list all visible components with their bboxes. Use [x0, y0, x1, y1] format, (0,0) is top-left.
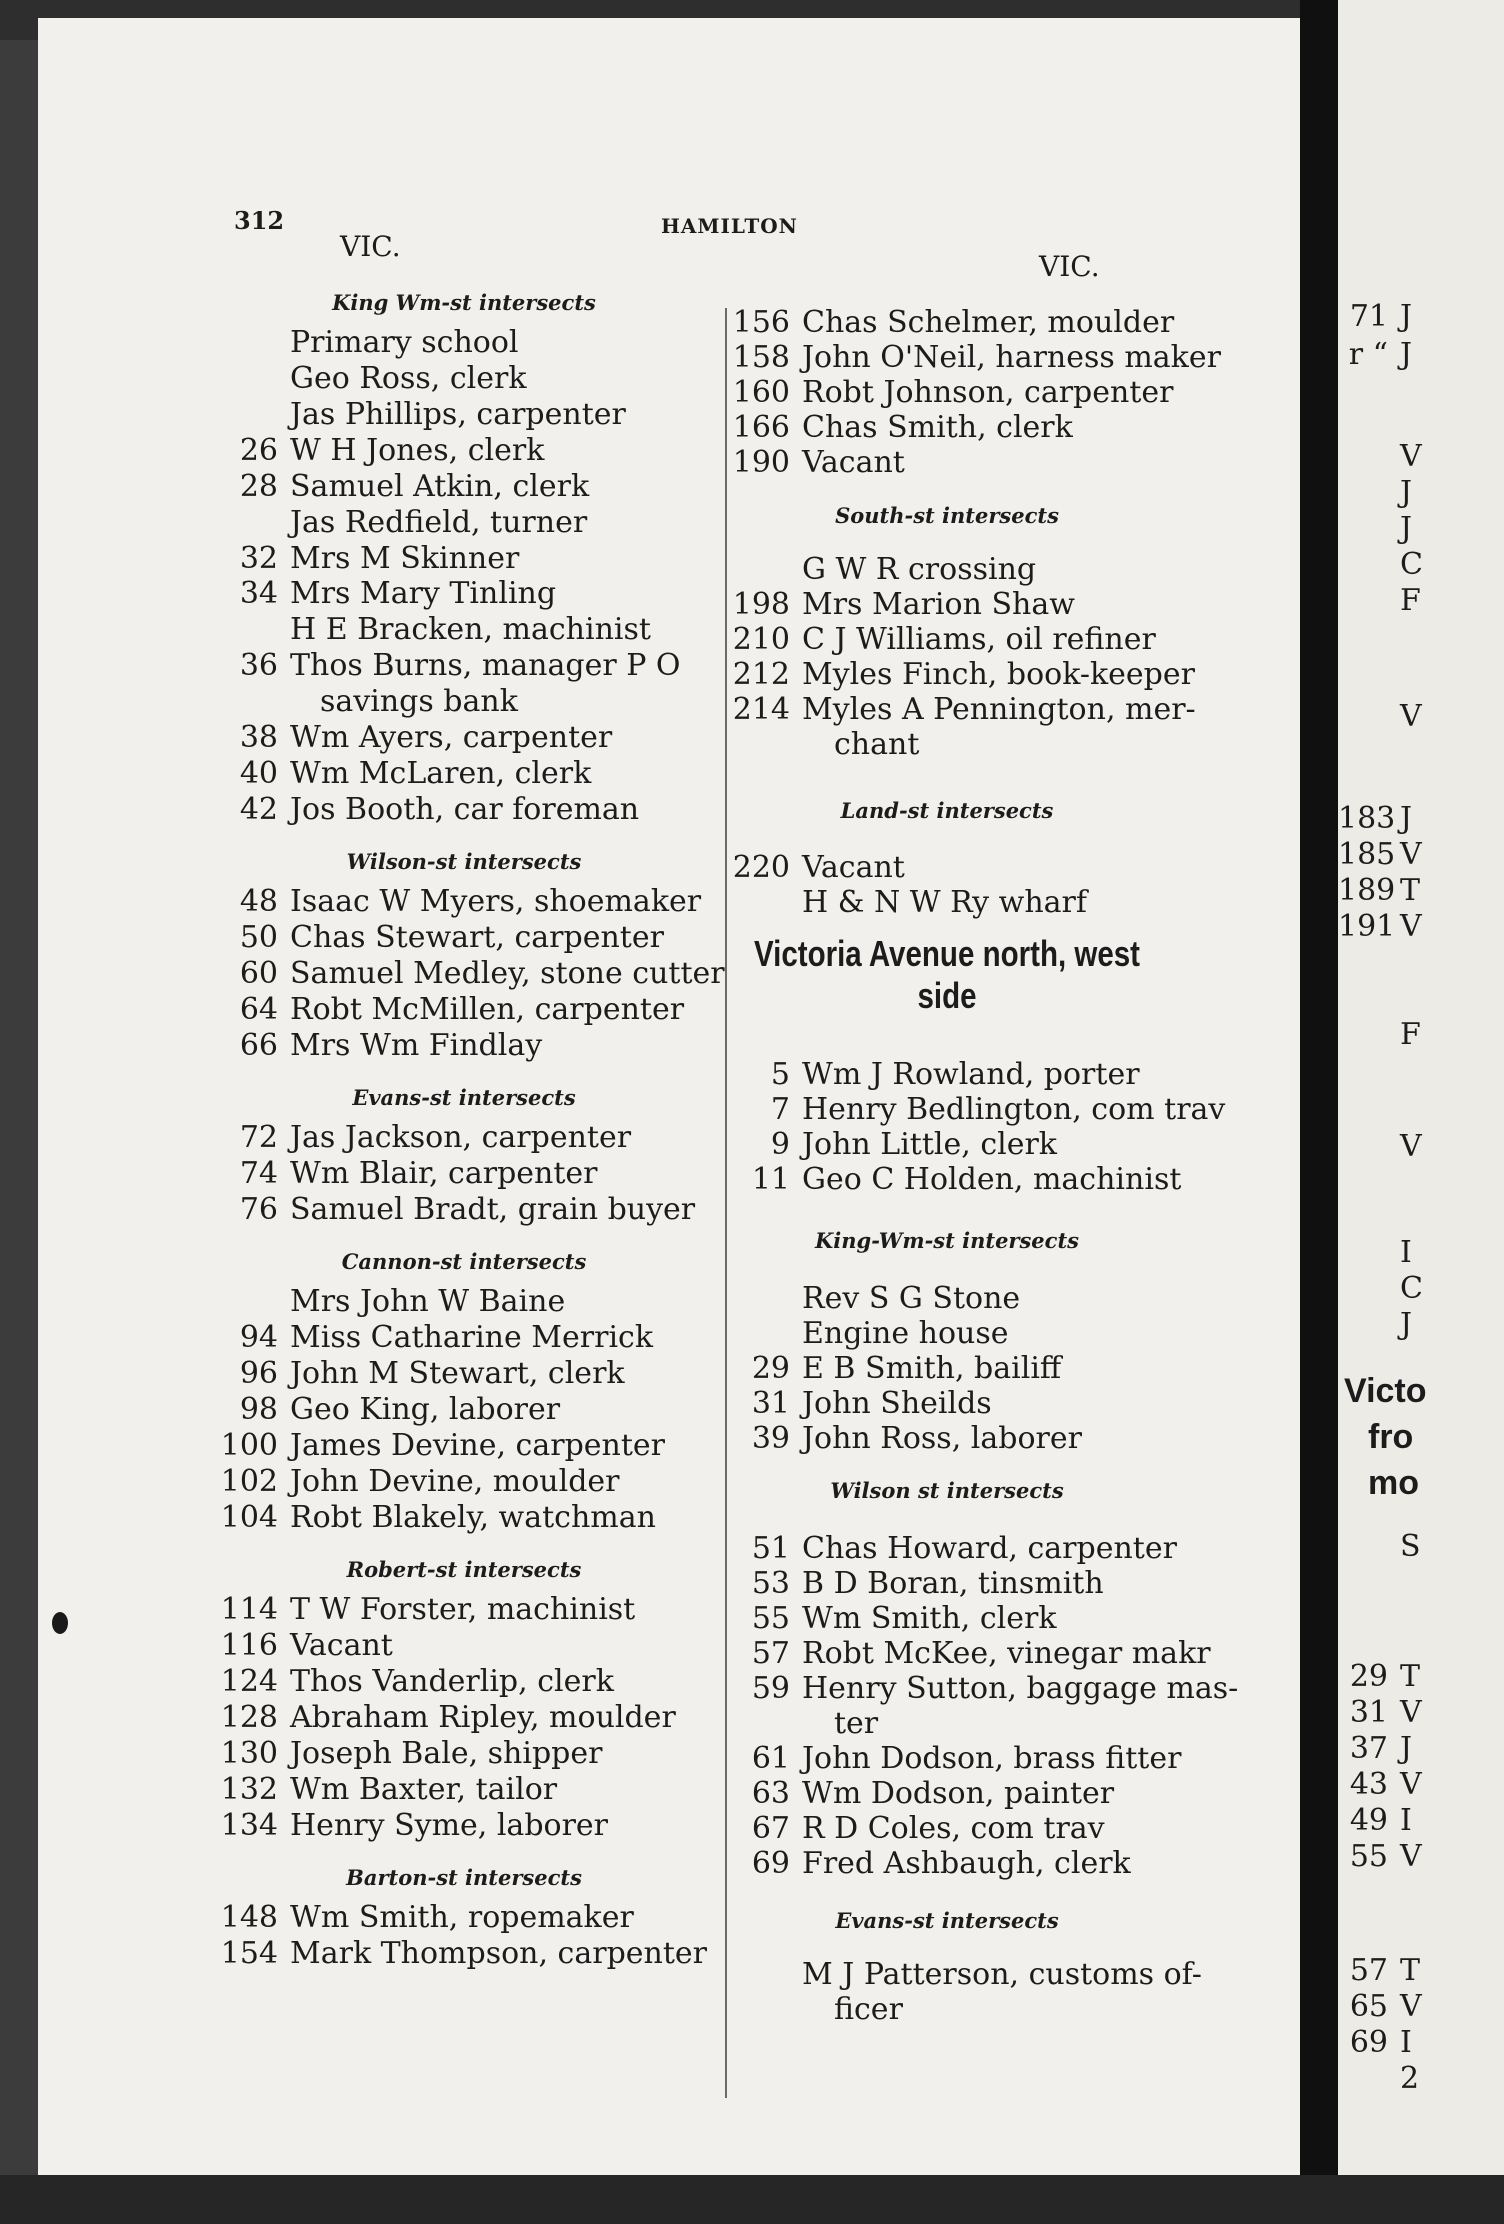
intersects-caption: Evans-st intersects [835, 1908, 1059, 1933]
facing-page-heading-fragment: fro [1368, 1418, 1414, 1456]
resident-name: Wm Blair, carpenter [290, 1156, 598, 1191]
house-number: 71 [1349, 299, 1388, 334]
resident-name: Rev S G Stone [802, 1281, 1021, 1316]
resident-name: Jas Jackson, carpenter [290, 1120, 632, 1155]
house-number: 53 [751, 1566, 790, 1601]
house-number: 42 [239, 792, 278, 827]
resident-name-fragment: V [1400, 837, 1422, 872]
resident-name: Wm Smith, ropemaker [290, 1900, 634, 1935]
house-number: 11 [751, 1162, 790, 1197]
house-number: r “ [1348, 337, 1388, 372]
resident-name: chant [834, 727, 920, 762]
resident-name: Joseph Bale, shipper [290, 1736, 603, 1771]
house-number: 48 [239, 884, 278, 919]
resident-name-fragment: S [1400, 1529, 1421, 1564]
house-number: 55 [1349, 1839, 1388, 1874]
house-number: 154 [220, 1936, 278, 1971]
house-number: 7 [770, 1092, 790, 1127]
resident-name: R D Coles, com trav [802, 1811, 1105, 1846]
house-number: 191 [1338, 909, 1396, 944]
resident-name: Samuel Bradt, grain buyer [290, 1192, 696, 1227]
house-number: 40 [239, 756, 278, 791]
page-number: 312 [234, 206, 285, 235]
resident-name-fragment: J [1400, 1731, 1413, 1766]
house-number: 64 [239, 992, 278, 1027]
intersects-caption: Wilson st intersects [830, 1478, 1064, 1503]
house-number: 166 [732, 410, 790, 445]
house-number: 60 [239, 956, 278, 991]
house-number: 32 [239, 541, 278, 576]
resident-name: John Little, clerk [802, 1127, 1057, 1162]
house-number: 114 [220, 1592, 278, 1627]
resident-name-fragment: V [1400, 1767, 1422, 1802]
resident-name: Henry Syme, laborer [290, 1808, 609, 1843]
left-street-label: VIC. [340, 230, 401, 263]
house-number: 210 [732, 622, 790, 657]
resident-name: W H Jones, clerk [290, 433, 545, 468]
house-number: 39 [751, 1421, 790, 1456]
house-number: 100 [220, 1428, 278, 1463]
house-number: 34 [239, 576, 278, 611]
house-number: 69 [751, 1846, 790, 1881]
resident-name-fragment: F [1400, 1017, 1421, 1052]
house-number: 132 [220, 1772, 278, 1807]
intersects-caption: Wilson-st intersects [346, 849, 582, 874]
resident-name: Henry Bedlington, com trav [802, 1092, 1226, 1127]
resident-name: Geo C Holden, machinist [802, 1162, 1182, 1197]
resident-name-fragment: 2 [1400, 2061, 1420, 2096]
resident-name: Wm Ayers, carpenter [290, 720, 613, 755]
house-number: 69 [1349, 2025, 1388, 2060]
intersects-caption: Robert-st intersects [346, 1557, 582, 1582]
resident-name: ficer [834, 1992, 903, 2027]
resident-name-fragment: V [1400, 699, 1422, 734]
resident-name: Wm Baxter, tailor [290, 1772, 558, 1807]
resident-name: Myles Finch, book-keeper [802, 657, 1195, 692]
resident-name: Myles A Pennington, mer- [802, 692, 1196, 727]
resident-name: Thos Vanderlip, clerk [290, 1664, 614, 1699]
house-number: 102 [220, 1464, 278, 1499]
resident-name: Chas Smith, clerk [802, 410, 1073, 445]
right-street-label: VIC. [1039, 250, 1100, 283]
resident-name-fragment: C [1400, 547, 1423, 582]
resident-name: John O'Neil, harness maker [802, 340, 1221, 375]
house-number: 98 [239, 1392, 278, 1427]
resident-name-fragment: J [1400, 801, 1413, 836]
resident-name-fragment: V [1400, 439, 1422, 474]
resident-name: Chas Stewart, carpenter [290, 920, 664, 955]
resident-name: Primary school [290, 325, 519, 360]
resident-name: Mark Thompson, carpenter [290, 1936, 708, 1971]
resident-name: John Ross, laborer [802, 1421, 1082, 1456]
resident-name: Mrs John W Baine [290, 1284, 566, 1319]
resident-name: H E Bracken, machinist [290, 612, 651, 647]
resident-name: Wm Smith, clerk [802, 1601, 1057, 1636]
house-number: 26 [239, 433, 278, 468]
intersects-caption: King-Wm-st intersects [815, 1228, 1079, 1253]
resident-name: Vacant [802, 445, 905, 480]
resident-name: Wm Dodson, painter [802, 1776, 1115, 1811]
house-number: 66 [239, 1028, 278, 1063]
film-edge-bottom [0, 2175, 1504, 2224]
resident-name-fragment: V [1400, 1129, 1422, 1164]
resident-name: Vacant [802, 850, 905, 885]
house-number: 5 [770, 1057, 790, 1092]
house-number: 63 [751, 1776, 790, 1811]
house-number: 96 [239, 1356, 278, 1391]
intersects-caption: Cannon-st intersects [341, 1249, 587, 1274]
house-number: 67 [751, 1811, 790, 1846]
resident-name: Chas Howard, carpenter [802, 1531, 1177, 1566]
house-number: 183 [1338, 801, 1396, 836]
resident-name: T W Forster, machinist [290, 1592, 636, 1627]
house-number: 185 [1338, 837, 1396, 872]
house-number: 130 [220, 1736, 278, 1771]
resident-name: Robt Blakely, watchman [290, 1500, 656, 1535]
resident-name-fragment: V [1400, 909, 1422, 944]
house-number: 76 [239, 1192, 278, 1227]
house-number: 50 [239, 920, 278, 955]
resident-name: Mrs Mary Tinling [290, 576, 557, 611]
house-number: 124 [220, 1664, 278, 1699]
resident-name: Robt Johnson, carpenter [802, 375, 1174, 410]
resident-name-fragment: J [1400, 299, 1413, 334]
house-number: 29 [1349, 1659, 1388, 1694]
resident-name-fragment: T [1400, 1659, 1421, 1694]
resident-name: C J Williams, oil refiner [802, 622, 1156, 657]
house-number: 156 [732, 305, 790, 340]
resident-name: Wm McLaren, clerk [290, 756, 592, 791]
resident-name: Robt McMillen, carpenter [290, 992, 685, 1027]
resident-name: Samuel Atkin, clerk [290, 469, 590, 504]
house-number: 31 [1349, 1695, 1388, 1730]
house-number: 134 [220, 1808, 278, 1843]
resident-name: Wm J Rowland, porter [802, 1057, 1140, 1092]
house-number: 198 [732, 587, 790, 622]
resident-name: Jas Phillips, carpenter [290, 397, 626, 432]
house-number: 36 [239, 648, 278, 683]
resident-name: Geo Ross, clerk [290, 361, 527, 396]
resident-name-fragment: I [1400, 1803, 1412, 1838]
house-number: 9 [770, 1127, 790, 1162]
house-number: 190 [732, 445, 790, 480]
resident-name: John Devine, moulder [290, 1464, 620, 1499]
resident-name: B D Boran, tinsmith [802, 1566, 1104, 1601]
house-number: 55 [751, 1601, 790, 1636]
resident-name-fragment: I [1400, 1235, 1412, 1270]
house-number: 220 [732, 850, 790, 885]
resident-name: Miss Catharine Merrick [290, 1320, 654, 1355]
page-gutter [1300, 0, 1338, 2224]
house-number: 43 [1349, 1767, 1388, 1802]
resident-name-fragment: J [1400, 337, 1413, 372]
directory-page [38, 18, 1300, 2178]
resident-name-fragment: J [1400, 511, 1413, 546]
resident-name: M J Patterson, customs of- [802, 1957, 1202, 1992]
resident-name: E B Smith, bailiff [802, 1351, 1062, 1386]
resident-name: Samuel Medley, stone cutter [290, 956, 725, 991]
house-number: 57 [751, 1636, 790, 1671]
house-number: 65 [1349, 1989, 1388, 2024]
resident-name: James Devine, carpenter [290, 1428, 665, 1463]
resident-name-fragment: F [1400, 583, 1421, 618]
house-number: 59 [751, 1671, 790, 1706]
ink-smudge [52, 1612, 68, 1634]
resident-name: Robt McKee, vinegar makr [802, 1636, 1211, 1671]
house-number: 31 [751, 1386, 790, 1421]
resident-name-fragment: J [1400, 1307, 1413, 1342]
house-number: 212 [732, 657, 790, 692]
resident-name: G W R crossing [802, 552, 1037, 587]
resident-name: Chas Schelmer, moulder [802, 305, 1175, 340]
intersects-caption: South-st intersects [835, 503, 1059, 528]
house-number: 29 [751, 1351, 790, 1386]
resident-name: Geo King, laborer [290, 1392, 561, 1427]
house-number: 160 [732, 375, 790, 410]
resident-name: Engine house [802, 1316, 1009, 1351]
resident-name: Jas Redfield, turner [290, 505, 588, 540]
resident-name: H & N W Ry wharf [802, 885, 1087, 920]
house-number: 94 [239, 1320, 278, 1355]
resident-name-fragment: T [1400, 873, 1421, 908]
street-section-heading: Victoria Avenue north, west side [753, 933, 1141, 1016]
resident-name-fragment: V [1400, 1839, 1422, 1874]
resident-name-fragment: C [1400, 1271, 1423, 1306]
resident-name-fragment: I [1400, 2025, 1412, 2060]
house-number: 128 [220, 1700, 278, 1735]
intersects-caption: Barton-st intersects [346, 1865, 582, 1890]
resident-name: Vacant [290, 1628, 393, 1663]
resident-name: John M Stewart, clerk [290, 1356, 625, 1391]
resident-name-fragment: J [1400, 475, 1413, 510]
intersects-caption: Evans-st intersects [352, 1085, 576, 1110]
house-number: 61 [751, 1741, 790, 1776]
house-number: 49 [1349, 1803, 1388, 1838]
resident-name-fragment: V [1400, 1989, 1422, 2024]
house-number: 51 [751, 1531, 790, 1566]
resident-name: Jos Booth, car foreman [290, 792, 640, 827]
house-number: 72 [239, 1120, 278, 1155]
resident-name: John Dodson, brass fitter [802, 1741, 1182, 1776]
facing-page-fragment [1338, 0, 1504, 2224]
resident-name: ter [834, 1706, 879, 1741]
resident-name: savings bank [320, 684, 518, 719]
resident-name: Abraham Ripley, moulder [290, 1700, 676, 1735]
house-number: 104 [220, 1500, 278, 1535]
resident-name-fragment: T [1400, 1953, 1421, 1988]
resident-name: Isaac W Myers, shoemaker [290, 884, 702, 919]
resident-name: Mrs Wm Findlay [290, 1028, 543, 1063]
house-number: 28 [239, 469, 278, 504]
resident-name: Henry Sutton, baggage mas- [802, 1671, 1239, 1706]
house-number: 74 [239, 1156, 278, 1191]
intersects-caption: King Wm-st intersects [332, 290, 596, 315]
intersects-caption: Land-st intersects [840, 798, 1054, 823]
house-number: 214 [732, 692, 790, 727]
house-number: 57 [1349, 1953, 1388, 1988]
resident-name: Mrs Marion Shaw [802, 587, 1075, 622]
resident-name: John Sheilds [802, 1386, 992, 1421]
house-number: 148 [220, 1900, 278, 1935]
resident-name-fragment: V [1400, 1695, 1422, 1730]
running-head: HAMILTON [661, 214, 798, 238]
house-number: 116 [220, 1628, 278, 1663]
resident-name: Mrs M Skinner [290, 541, 520, 576]
house-number: 158 [732, 340, 790, 375]
house-number: 37 [1349, 1731, 1388, 1766]
house-number: 189 [1338, 873, 1396, 908]
facing-page-heading-fragment: mo [1368, 1464, 1419, 1502]
resident-name: Thos Burns, manager P O [290, 648, 681, 683]
facing-page-heading-fragment: Victo [1344, 1372, 1427, 1410]
resident-name: Fred Ashbaugh, clerk [802, 1846, 1131, 1881]
house-number: 38 [239, 720, 278, 755]
